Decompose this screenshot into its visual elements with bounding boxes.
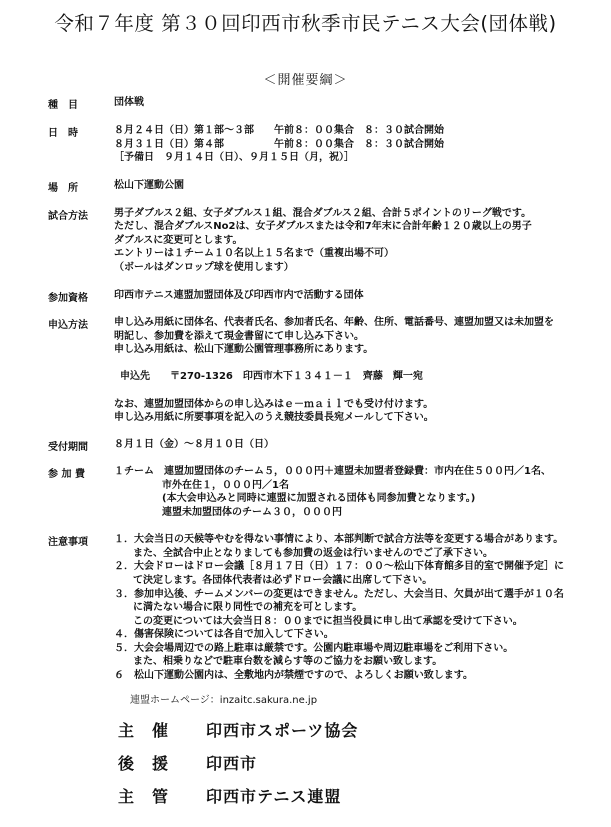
application-line: 申し込み用紙は、松山下運動公園管理事務所にあります。 [114, 344, 374, 355]
deadline-value: ８月１日（金）～８月１０日（日） [114, 439, 274, 450]
notes-line: に満たない場合に限り同性での補充を可とします。 [133, 602, 363, 613]
fee-line: (本大会申込みと同時に連盟に加盟される団体も同参加費となります。) [162, 493, 476, 504]
application-address: 申込先 〒270-1326 印西市木下１３４１－１ 齊藤 輝一宛 [120, 371, 423, 382]
application-label: 申込方法 [48, 320, 88, 331]
format-line: ダブルスに変更可とします。 [114, 235, 243, 246]
date-line: ８月３１日（日）第４部 午前８：００集合 ８：３０試合開始 [114, 139, 444, 150]
sponsor-role: 後 援 [118, 754, 170, 773]
notes-line: て決定します。各団体代表者は必ずドロー会議に出席して下さい。 [133, 575, 433, 586]
sponsor-role: 主 管 [118, 787, 170, 806]
notes-line: ６ 松山下運動公園内は、全敷地内が禁煙ですので、よろしくお願い致します。 [114, 670, 473, 681]
date-line: ８月２４日（日）第１部～３部 午前８：００集合 ８：３０試合開始 [114, 125, 444, 136]
homepage-line: 連盟ホームページ：inzaitc.sakura.ne.jp [130, 695, 318, 706]
event-label: 種 目 [48, 100, 78, 111]
eligibility-value: 印西市テニス連盟加盟団体及び印西市内で活動する団体 [114, 290, 364, 301]
page-subtitle: ＜開催要綱＞ [263, 73, 348, 88]
fee-line: １チーム 連盟加盟団体のチーム５，０００円＋連盟未加盟者登録費：市内在住５００円／1名、 [114, 466, 551, 477]
deadline-label: 受付期間 [48, 442, 88, 453]
application-note: なお、連盟加盟団体からの申し込みはｅ－ｍａｉｌでも受け付けます。 [114, 399, 434, 410]
sponsor-name: 印西市テニス連盟 [206, 787, 342, 806]
application-line: 申し込み用紙に団体名、代表者氏名、参加者氏名、年齢、住所、電話番号、連盟加盟又は未加盟を [114, 317, 554, 328]
eligibility-label: 参加資格 [48, 293, 88, 304]
format-line: （ボールはダンロップ球を使用します） [114, 262, 294, 273]
notes-line: ３．参加申込後、チームメンバーの変更はできません。ただし、大会当日、欠員が出て選手が１０名 [114, 589, 564, 600]
notes-line: また、相乗りなどで駐車台数を減らす等のご協力をお願い致します。 [133, 656, 443, 667]
page-title: 令和７年度 第３０回印西市秋季市民テニス大会(団体戦) [54, 12, 557, 35]
event-value: 団体戦 [114, 97, 144, 108]
venue-label: 場 所 [48, 183, 78, 194]
notes-line: この変更については大会当日８：００までに担当役員に申し出て承認を受けて下さい。 [133, 616, 523, 627]
format-label: 試合方法 [48, 211, 88, 222]
notes-line: ２．大会ドローはドロー会議［８月１７日（日）１７：００～松山下体育館多目的室で開催予定］に [114, 561, 564, 572]
format-line: ただし、混合ダブルスNo2は、女子ダブルスまたは令和7年末に合計年齢１２０歳以上の男子 [114, 221, 532, 232]
application-note: 申し込み用紙に所要事項を記入のうえ競技委員長宛メールして下さい。 [114, 412, 434, 423]
date-label: 日 時 [48, 128, 78, 139]
sponsor-name: 印西市スポーツ協会 [206, 721, 359, 740]
format-line: エントリーは１チーム１０名以上１５名まで（重複出場不可） [114, 248, 394, 259]
format-line: 男子ダブルス２組、女子ダブルス１組、混合ダブルス２組、合計５ポイントのリーグ戦です。 [114, 208, 532, 219]
notes-label: 注意事項 [48, 537, 88, 548]
notes-line: ５．大会会場周辺での路上駐車は厳禁です。公園内駐車場や周辺駐車場をご利用下さい。 [114, 643, 514, 654]
fee-label: 参 加 費 [48, 469, 85, 480]
fee-line: 連盟未加盟団体のチーム３０，０００円 [162, 507, 342, 518]
venue-value: 松山下運動公園 [114, 180, 184, 191]
notes-line: ４．傷害保険については各自で加入して下さい。 [114, 629, 334, 640]
notes-line: また、全試合中止となりましても参加費の返金は行いませんのでご了承下さい。 [133, 548, 493, 559]
application-line: 明記し、参加費を添えて現金書留にて申し込み下さい。 [114, 331, 364, 342]
sponsor-role: 主 催 [118, 721, 170, 740]
fee-line: 市外在住１，０００円／1名 [162, 480, 289, 491]
date-line: ［予備日 ９月１４日（日）、９月１５日（月，祝）］ [114, 152, 354, 163]
sponsor-name: 印西市 [206, 754, 258, 773]
notes-line: １．大会当日の天候等やむを得ない事情により、本部判断で試合方法等を変更する場合があります。 [114, 534, 564, 545]
